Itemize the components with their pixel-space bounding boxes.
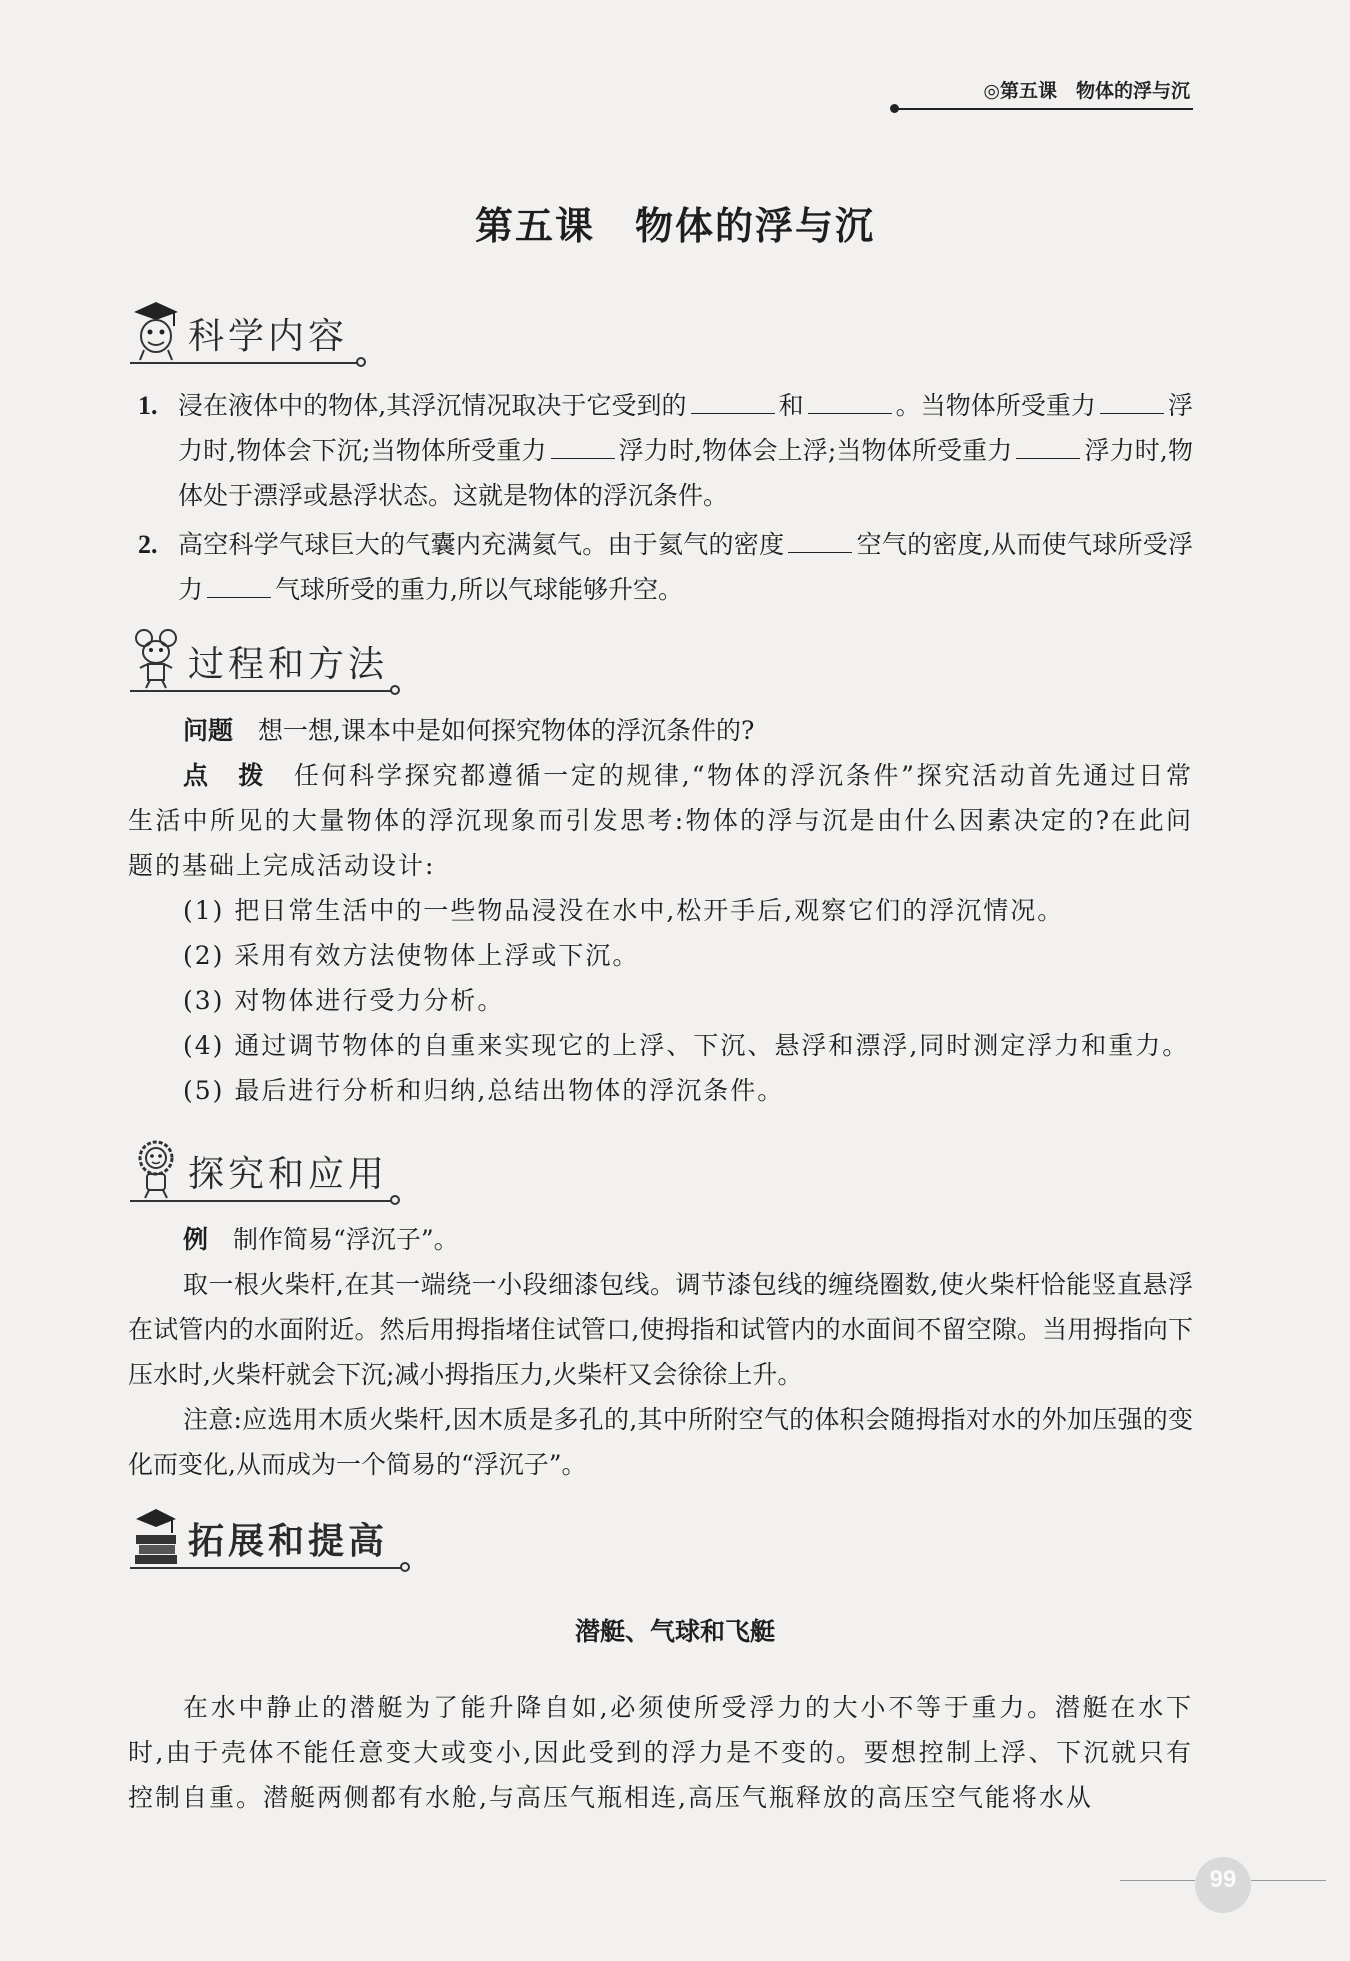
list-item: (1) 把日常生活中的一些物品浸没在水中,松开手后,观察它们的浮沉情况。 — [183, 896, 1065, 925]
lesson-title: 第五课 物体的浮与沉 — [474, 203, 875, 248]
lion-mascot-icon — [130, 1138, 182, 1200]
section-science-content — [130, 300, 370, 370]
example-label: 例 — [183, 1225, 209, 1254]
hint-paragraph — [128, 753, 1193, 888]
example-paragraph-1: 取一根火柴杆,在其一端绕一小段细漆包线。调节漆包线的缠绕圈数,使火柴杆恰能竖直悬浮在试管内的水面附近。然后用拇指堵住试管口,使拇指和试管内的水面间不留空隙。当用拇指向下压水时,火柴杆就会下沉;减小拇指压力,火柴杆又会徐徐上升。 — [128, 1270, 1193, 1389]
section-rule-end — [400, 1562, 410, 1572]
answer-blank[interactable] — [1016, 436, 1080, 459]
section-rule-end — [356, 357, 366, 367]
section-explore-apply — [130, 1138, 405, 1208]
section-rule — [130, 690, 392, 692]
answer-blank[interactable] — [788, 530, 852, 553]
section-extend-improve — [130, 1505, 415, 1575]
list-item: (4) 通过调节物体的自重来实现它的上浮、下沉、悬浮和漂浮,同时测定浮力和重力。 — [183, 1031, 1190, 1060]
question-text: 想一想,课本中是如何探究物体的浮沉条件的? — [258, 716, 755, 745]
list-item: (5) 最后进行分析和归纳,总结出物体的浮沉条件。 — [183, 1076, 785, 1105]
reading-title: 潜艇、气球和飞艇 — [574, 1617, 775, 1646]
hint-label: 点 拨 — [183, 761, 267, 790]
question-2: 2. 高空科学气球巨大的气囊内充满氦气。由于氦气的密度 空气的密度,从而使气球所受浮力 气球所受的重力,所以气球能够升空。 — [138, 522, 1193, 612]
page-number-rule-right — [1251, 1880, 1326, 1881]
hint-text: 任何科学探究都遵循一定的规律,“物体的浮沉条件”探究活动首先通过日常生活中所见的大量物体的浮沉现象而引发思考:物体的浮与沉是由什么因素决定的?在此问题的基础上完成活动设计: — [128, 761, 1193, 880]
example-heading — [128, 1217, 1193, 1262]
section-title: 探究和应用 — [188, 1154, 389, 1195]
question-label: 问题 — [183, 716, 234, 745]
list-item: (2) 采用有效方法使物体上浮或下沉。 — [183, 941, 640, 970]
steps-list — [128, 888, 1193, 1113]
list-item: (3) 对物体进行受力分析。 — [183, 986, 505, 1015]
example-paragraph-2: 注意:应选用木质火柴杆,因木质是多孔的,其中所附空气的体积会随拇指对水的外加压强的变化而变化,从而成为一个简易的“浮沉子”。 — [128, 1405, 1193, 1479]
answer-blank[interactable] — [1100, 391, 1164, 414]
section-title: 拓展和提高 — [188, 1521, 389, 1562]
answer-blank[interactable] — [551, 436, 615, 459]
graduate-mascot-icon — [130, 300, 182, 362]
books-cap-icon — [130, 1505, 182, 1567]
example-title: 制作简易“浮沉子”。 — [233, 1225, 459, 1254]
section-rule-end — [390, 685, 400, 695]
section-title: 科学内容 — [188, 316, 349, 357]
page-number: 99 — [1209, 1866, 1237, 1893]
question-1: 1. 浸在液体中的物体,其浮沉情况取决于它受到的 和 。当物体所受重力 浮力时,物体会下沉;当物体所受重力 浮力时,物体会上浮;当物体所受重力 浮力时,物体处于漂浮或悬浮状态。这就是物体的浮沉条件。 — [138, 383, 1193, 518]
section-process-method — [130, 628, 405, 698]
page-number-rule-left — [1120, 1880, 1195, 1881]
question-number: 1. — [138, 391, 158, 420]
reading-paragraph: 在水中静止的潜艇为了能升降自如,必须使所受浮力的大小不等于重力。潜艇在水下时,由于壳体不能任意变大或变小,因此受到的浮力是不变的。要想控制上浮、下沉就只有控制自重。潜艇两侧都有水舱,与高压气瓶相连,高压气瓶释放的高压空气能将水从 — [128, 1693, 1193, 1812]
answer-blank[interactable] — [808, 391, 892, 414]
mouse-mascot-icon — [130, 628, 182, 690]
section-title: 过程和方法 — [188, 644, 389, 685]
section-rule — [130, 1200, 392, 1202]
answer-blank[interactable] — [207, 575, 271, 598]
running-head: ◎第五课 物体的浮与沉 — [983, 80, 1190, 102]
question-number: 2. — [138, 530, 158, 559]
section-rule — [130, 1567, 402, 1569]
process-question — [128, 708, 1193, 753]
running-head-rule — [895, 108, 1193, 110]
answer-blank[interactable] — [691, 391, 775, 414]
section-rule-end — [390, 1195, 400, 1205]
section-rule — [130, 362, 358, 364]
